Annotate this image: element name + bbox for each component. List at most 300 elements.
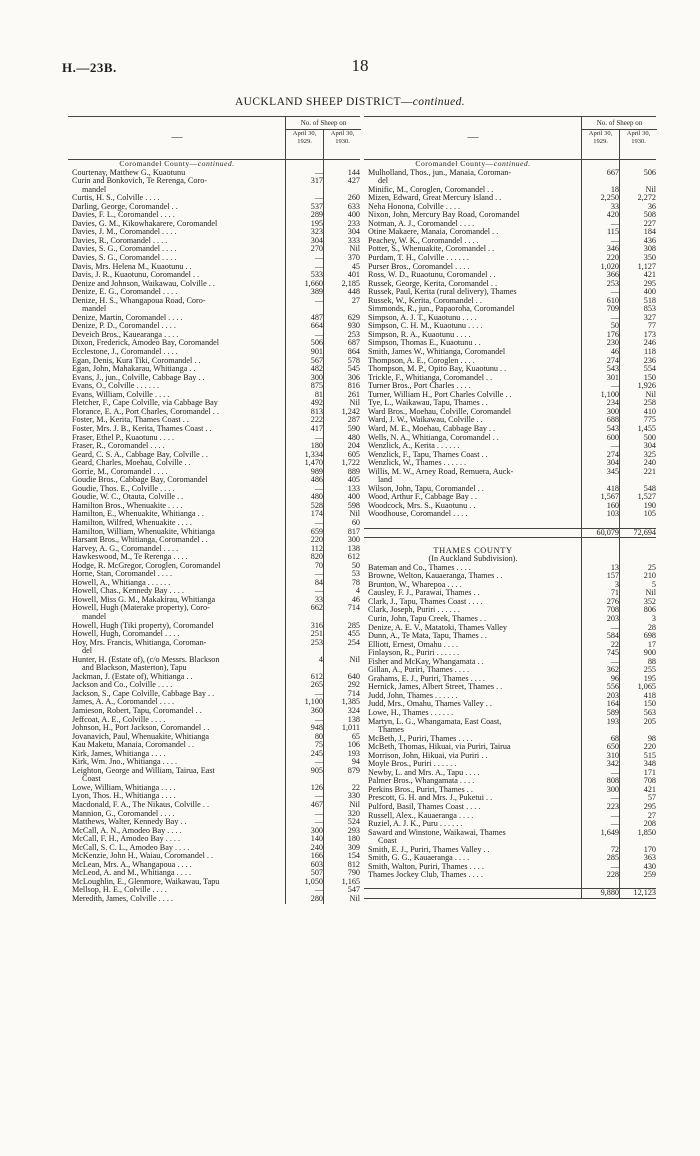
sheep-1930: 320 xyxy=(347,808,360,818)
sheep-1929: 75 xyxy=(314,740,323,750)
total-row xyxy=(364,528,656,539)
sheep-1930: 506 xyxy=(643,167,656,177)
sheep-1930: 518 xyxy=(643,295,656,305)
owner-name: Wells, N. A., Whitianga, Coromandel . . xyxy=(368,433,499,442)
sheep-1929: 166 xyxy=(310,851,323,861)
sheep-1929: — xyxy=(314,688,323,698)
sheep-1930: 295 xyxy=(643,802,656,812)
table-row xyxy=(68,767,360,776)
table-row xyxy=(68,177,360,186)
sheep-1929: 71 xyxy=(610,588,619,598)
sheep-1929: 708 xyxy=(606,605,619,615)
sheep-1929: 506 xyxy=(310,338,323,348)
owner-name: Trickle, F., Whitianga, Coromandel . . xyxy=(368,373,493,382)
sheep-count-header xyxy=(285,117,361,159)
owner-name: Woodhouse, Coromandel . . . . xyxy=(368,510,468,519)
sheep-1929: 1,649 xyxy=(600,827,619,837)
sheep-1930: 150 xyxy=(643,372,656,382)
sheep-1929: 482 xyxy=(310,364,323,374)
sheep-1930: 427 xyxy=(347,176,360,186)
owner-name: Denize, H. S., Whangapoua Road, Coro- xyxy=(72,296,206,305)
sheep-1930: Nil xyxy=(645,389,656,399)
sheep-1930: 545 xyxy=(347,364,360,374)
sheep-1929: 203 xyxy=(606,613,619,623)
sheep-1930: 900 xyxy=(643,648,656,658)
owner-name: Lowe, H., Thames . . . . . . xyxy=(368,709,454,717)
sheep-1929: 820 xyxy=(310,552,323,562)
table-row xyxy=(364,169,656,178)
owner-name: McCall, F. H., Amodeo Bay . . . . xyxy=(72,835,181,844)
sheep-1930: 405 xyxy=(347,475,360,485)
spacer-row xyxy=(364,538,656,547)
sheep-1929: 567 xyxy=(310,355,323,365)
owner-name: Florance, E. A., Port Charles, Coromandel . . xyxy=(72,407,219,416)
table-row xyxy=(68,604,360,613)
sheep-1930: 325 xyxy=(643,449,656,459)
sheep-1930: 57 xyxy=(647,793,656,803)
sheep-1929: 1,567 xyxy=(600,492,619,502)
sheep-1929: 664 xyxy=(310,321,323,331)
sheep-1930: 5 xyxy=(651,579,656,589)
sheep-1930: 548 xyxy=(643,483,656,493)
sheep-1929: 300 xyxy=(606,406,619,416)
sheep-1930: 640 xyxy=(347,671,360,681)
document-reference: H.—23B. xyxy=(62,60,117,75)
sheep-1929: 650 xyxy=(606,742,619,752)
owner-name: Nixon, John, Mercury Bay Road, Coromandel xyxy=(368,211,520,220)
sheep-1930: 500 xyxy=(643,432,656,442)
owner-name: Hamilton Bros., Whenuakite . . . . xyxy=(72,501,183,510)
sheep-1929: 251 xyxy=(310,629,323,639)
sheep-count-header xyxy=(581,117,657,159)
owner-name: Browne, Welton, Kauaeranga, Thames . . xyxy=(368,572,503,581)
owner-name: Courtenay, Matthew G., Kuaotunu xyxy=(72,168,186,177)
owner-name: Wilson, John, Tapu, Coromandel . . xyxy=(368,484,484,493)
owner-name: Howell, Hugh, Coromandel . . . . xyxy=(72,630,180,639)
sheep-1930: 300 xyxy=(347,535,360,545)
sheep-1930: 233 xyxy=(347,218,360,228)
sheep-1930: 698 xyxy=(643,631,656,641)
sheep-1929: 3 xyxy=(614,579,619,589)
left-table xyxy=(68,116,360,904)
title-continued: continued. xyxy=(412,96,466,108)
sheep-1930: 77 xyxy=(647,321,656,331)
sheep-1930: 133 xyxy=(347,483,360,493)
owner-name: Mizen, Edward, Great Mercury Island . . xyxy=(368,194,502,203)
owner-name: Causley, F. J., Parawai, Thames . . xyxy=(368,589,480,598)
sheep-1929: 589 xyxy=(606,708,619,717)
sheep-1929: 420 xyxy=(606,210,619,220)
sheep-1930: 400 xyxy=(347,492,360,502)
table-row xyxy=(364,572,656,581)
sheep-1930: 330 xyxy=(347,791,360,801)
owner-name: Ruziel, A. J. K., Puru . . . . . . xyxy=(368,820,463,829)
sheep-1930: 258 xyxy=(643,398,656,408)
sheep-1930: Nil xyxy=(349,894,360,904)
owner-name: Elliott, Ernest, Omahu . . . . xyxy=(368,640,459,649)
sheep-1929: 265 xyxy=(310,680,323,690)
owner-name: Smith, James W., Whitianga, Coromandel xyxy=(368,348,506,357)
sheep-1930: 118 xyxy=(644,347,656,357)
sheep-1929: 234 xyxy=(606,398,619,408)
owner-name: Grahams, E. J., Puriri, Thames . . . . xyxy=(368,674,485,683)
sheep-1930: 253 xyxy=(347,329,360,339)
sheep-1930: 259 xyxy=(643,870,656,880)
sheep-1929: 417 xyxy=(310,423,323,433)
sheep-1930: 1,065 xyxy=(637,682,656,692)
owner-name: McLoughlin, E., Glenmore, Waikawau, Tapu xyxy=(72,877,220,886)
spacer-row xyxy=(364,880,656,889)
sheep-1929: — xyxy=(314,295,323,305)
sheep-1930: 154 xyxy=(347,851,360,861)
sheep-1930: 333 xyxy=(347,235,360,245)
sheep-1929: 96 xyxy=(610,673,619,683)
sheep-1930: 324 xyxy=(347,706,360,715)
sheep-1929: 253 xyxy=(310,637,323,647)
sheep-1930: 889 xyxy=(347,466,360,476)
sheep-1929: 193 xyxy=(606,716,619,726)
owner-name: Gillan, A., Puriri, Thames . . . . xyxy=(368,666,470,675)
sheep-1929: 528 xyxy=(310,500,323,510)
column-1929-header: April 30, 1929. xyxy=(582,130,620,159)
sheep-1929: 240 xyxy=(310,842,323,852)
owner-name: Curtis, H. S., Colville . . . . xyxy=(72,194,160,203)
sheep-1929: 195 xyxy=(310,218,323,228)
owner-name: Denize, P. D., Coromandel . . . . xyxy=(72,322,176,331)
sheep-1929: — xyxy=(314,586,323,596)
owner-name: Wenzlick, W., Thames . . . . . . xyxy=(368,459,467,468)
sheep-1929: 543 xyxy=(606,364,619,374)
sheep-1929: 81 xyxy=(314,389,323,399)
sheep-1929: 50 xyxy=(610,321,619,331)
sheep-1929: 274 xyxy=(606,449,619,459)
owner-name: Ward, M. E., Moehau, Cabbage Bay . . xyxy=(368,424,496,433)
sheep-1929: 9,880 xyxy=(600,888,619,898)
sheep-1930 xyxy=(620,547,656,556)
sheep-1930: 138 xyxy=(347,714,360,724)
sheep-1929: 709 xyxy=(606,304,619,314)
page-header xyxy=(62,56,658,84)
sheep-1929: 22 xyxy=(610,639,619,649)
sheep-1930: 25 xyxy=(647,562,656,572)
owner-name: Coast xyxy=(378,837,397,846)
sheep-1930: 293 xyxy=(347,825,360,835)
owner-name: McCall, S. C. L., Amodeo Bay . . . . xyxy=(72,843,190,852)
sheep-1929: — xyxy=(314,808,323,818)
owner-name: Dunn, A., Te Mata, Tapu, Thames . . xyxy=(368,632,487,641)
sheep-1929: 813 xyxy=(310,406,323,416)
sheep-1930: 144 xyxy=(347,167,360,177)
sheep-1930: 864 xyxy=(347,347,360,357)
sheep-1930: 195 xyxy=(643,673,656,683)
owner-name: McLean, Mrs. A., Whangapoua . . . . xyxy=(72,860,192,869)
sheep-1930: 508 xyxy=(643,210,656,220)
sheep-1929: 1,660 xyxy=(304,278,323,288)
sheep-1929: 610 xyxy=(606,295,619,305)
owner-name: and Blackson, Masterton), Tapu xyxy=(82,664,187,673)
sheep-1929: 80 xyxy=(314,731,323,741)
sheep-1929: 345 xyxy=(606,466,619,476)
sheep-1929: 245 xyxy=(310,748,323,758)
right-table-body xyxy=(364,160,656,899)
sheep-1930: Nil xyxy=(645,184,656,194)
sheep-1929: 317 xyxy=(310,176,323,186)
name-column-header: — xyxy=(467,131,479,143)
owner-name: Fletcher, F., Cape Colville, via Cabbage Bay xyxy=(72,399,218,408)
sheep-1930: 236 xyxy=(643,355,656,365)
sheep-1929: 808 xyxy=(606,776,619,786)
owner-name: Macdonald, F. A., The Nikaus, Colville . . xyxy=(72,801,210,810)
sheep-1929: 905 xyxy=(310,765,323,775)
sheep-1930: 524 xyxy=(347,817,360,827)
sheep-1929: 84 xyxy=(314,577,323,587)
sheep-1930: 184 xyxy=(643,227,656,237)
sheep-1930: 708 xyxy=(643,776,656,786)
sheep-1930: 418 xyxy=(643,690,656,700)
sheep-1929: 418 xyxy=(606,483,619,493)
owner-name: Jackson and Co., Colville . . . . xyxy=(72,681,173,690)
owner-name: Simpson, C. H. M., Kuaotunu . . . . xyxy=(368,322,483,331)
owner-name: Fisher and McKay, Whangamata . . xyxy=(368,657,484,666)
sheep-1929: — xyxy=(610,793,619,803)
sheep-1929: 612 xyxy=(310,671,323,681)
owner-name: Smith, G. G., Kauaeranga . . . . xyxy=(368,854,470,863)
owner-name: Jamieson, Robert, Tapu, Coromandel . . xyxy=(72,707,202,715)
sheep-1929: 72 xyxy=(610,844,619,854)
section-heading xyxy=(364,547,656,556)
sheep-1929: 1,100 xyxy=(600,389,619,399)
table-row xyxy=(364,468,656,477)
owner-name: mandel xyxy=(82,185,107,194)
sheep-1930: 210 xyxy=(643,571,656,581)
sheep-1930: 190 xyxy=(643,500,656,510)
owner-name: McBeth, Thomas, Hikuai, via Puriri, Tairua xyxy=(368,743,511,752)
owner-name: THAMES COUNTY xyxy=(433,546,513,555)
owner-name: Harvey, A. G., Coromandel . . . . xyxy=(72,544,179,553)
owner-name: del xyxy=(82,647,93,656)
owner-name: Hodge, R. McGregor, Coroglen, Coromandel xyxy=(72,561,221,570)
sheep-1930: 240 xyxy=(643,458,656,468)
sheep-1929: 300 xyxy=(606,784,619,794)
sheep-1929: 285 xyxy=(606,853,619,863)
table-row xyxy=(68,639,360,648)
owner-name: Dixon, Frederick, Amodeo Bay, Coromandel xyxy=(72,339,220,348)
owner-name: Meredith, James, Colville . . . . xyxy=(72,895,173,904)
sheep-1929: 4 xyxy=(318,654,323,664)
owner-name: Goudie Bros., Cabbage Bay, Coromandel xyxy=(72,476,208,485)
sheep-1930: 590 xyxy=(347,423,360,433)
owner-name: Howell, Hugh (Tiki property), Coromandel xyxy=(72,621,214,630)
sheep-1929: 316 xyxy=(310,620,323,630)
owner-name: Purdam, T. H., Colville . . . . . . xyxy=(368,254,469,263)
sheep-1929: 174 xyxy=(310,509,323,519)
owner-name: Coromandel County—continued. xyxy=(415,160,531,168)
sheep-1929: — xyxy=(314,432,323,442)
sheep-1930: 436 xyxy=(643,235,656,245)
sheep-1929: 342 xyxy=(606,759,619,769)
owner-name: Davies, R., Coromandel . . . . xyxy=(72,236,168,245)
owner-name: Jackson, S., Cape Colville, Cabbage Bay . . xyxy=(72,689,215,698)
sheep-1929: — xyxy=(610,861,619,871)
sheep-1929: 1,020 xyxy=(600,261,619,271)
sheep-1930: 879 xyxy=(347,765,360,775)
owner-name: Mannion, G., Coromandel . . . . xyxy=(72,809,175,818)
sheep-1930: 812 xyxy=(347,859,360,869)
sheep-1930: Nil xyxy=(349,800,360,810)
owner-name: Tye, L., Waikawau, Tapu, Thames . . xyxy=(368,399,488,408)
sheep-1930: 72,694 xyxy=(633,527,656,537)
sheep-1929: — xyxy=(610,819,619,829)
owner-name: Ecclestone, J., Coromandel . . . . xyxy=(72,348,178,357)
sheep-1929: 223 xyxy=(606,802,619,812)
sheep-1929: 157 xyxy=(606,571,619,581)
sheep-1929: — xyxy=(610,287,619,297)
owner-name: Pulford, Basil, Thames Coast . . . . xyxy=(368,803,481,812)
sheep-1930: 36 xyxy=(647,201,656,211)
sheep-1930: 254 xyxy=(347,637,360,647)
sheep-1930: 46 xyxy=(351,594,360,604)
owner-name: Kirk, Wm. Jno., Whitianga . . . . xyxy=(72,758,177,767)
owner-name: Davies, S. G., Coromandel . . . . xyxy=(72,245,177,254)
sheep-1929: — xyxy=(314,167,323,177)
sheep-1930: 480 xyxy=(347,432,360,442)
sheep-count-title: No. of Sheep on xyxy=(582,117,657,130)
sheep-1929: — xyxy=(610,767,619,777)
owner-name: Jackman, J. (Estate of), Whitianga . . xyxy=(72,672,193,681)
sheep-1930: 221 xyxy=(643,466,656,476)
sheep-1930: 1,127 xyxy=(637,261,656,271)
sheep-1929: — xyxy=(610,441,619,451)
sheep-1930: 12,123 xyxy=(633,888,656,898)
sheep-1930: 27 xyxy=(647,810,656,820)
owner-name: Simpson, A. J. T., Kuaotunu . . . . xyxy=(368,313,477,322)
sheep-1930: 17 xyxy=(647,639,656,649)
sheep-1929: 276 xyxy=(606,596,619,606)
column-1930-header: April 30, 1930. xyxy=(626,130,651,145)
sheep-1929: 556 xyxy=(606,682,619,692)
sheep-1930: 3 xyxy=(651,613,656,623)
sheep-1930: 348 xyxy=(643,759,656,769)
sheep-1930: 304 xyxy=(643,441,656,451)
sheep-1930: 775 xyxy=(643,415,656,425)
sheep-1930: 547 xyxy=(347,885,360,895)
sheep-1930: 612 xyxy=(347,552,360,562)
owner-name: Hunter, H. (Estate of), (c/o Messrs. Blackson xyxy=(72,655,220,664)
sheep-1929: 60,079 xyxy=(596,527,619,537)
owner-name: Hernick, James, Albert Street, Thames . . xyxy=(368,683,503,692)
owner-name: Otine Makaere, Manaia, Coromandel . . xyxy=(368,228,499,237)
sheep-1929: 13 xyxy=(610,562,619,572)
sheep-1929: 112 xyxy=(311,543,323,553)
sheep-1929: 1,050 xyxy=(304,876,323,886)
owner-name: Judd, John, Thames . . . . . . xyxy=(368,691,458,700)
sheep-1929: 486 xyxy=(310,475,323,485)
sheep-1929: 126 xyxy=(310,782,323,792)
sheep-1929: 662 xyxy=(310,603,323,613)
sheep-1930: 687 xyxy=(347,338,360,348)
owner-name: Davies, G. M., Kikowhakarere, Coromandel xyxy=(72,219,218,228)
owner-name: McCall, A. N., Amodeo Bay . . . . xyxy=(72,826,182,835)
sheep-1930: 246 xyxy=(643,338,656,348)
owner-name: Wenzlick, A., Kerita . . . . . . xyxy=(368,442,460,451)
owner-name: Gorrie, M., Coromandel . . . . xyxy=(72,467,168,476)
column-1929-header: April 30, 1929. xyxy=(286,130,324,159)
owner-name: Ward Bros., Moehau, Colville, Coromandel xyxy=(368,407,512,416)
owner-name: Bateman and Co., Thames . . . . xyxy=(368,563,471,572)
owner-name: Egan, John, Mahakarau, Whitianga . . xyxy=(72,365,196,374)
sheep-1929: 584 xyxy=(606,631,619,641)
sheep-1929: 164 xyxy=(606,699,619,709)
owner-name: Davies, J. M., Coromandel . . . . xyxy=(72,228,177,237)
sheep-1929: — xyxy=(314,253,323,263)
owner-name: Horne, Stan, Coromandel . . . . xyxy=(72,570,173,579)
sheep-1930: 53 xyxy=(351,569,360,579)
owner-name: mandel xyxy=(82,612,107,621)
owner-name: Woodcock, Mrs. S., Kuaotunu . . xyxy=(368,501,476,510)
owner-name: (In Auckland Subdivision). xyxy=(428,555,518,564)
owner-name: Turner Bros., Port Charles . . . . xyxy=(368,382,471,391)
owner-name: Hamilton, E., Whenuakite, Whitianga . . xyxy=(72,510,204,519)
sheep-1929: — xyxy=(314,483,323,493)
sheep-1930: 88 xyxy=(647,656,656,666)
sheep-1930: 173 xyxy=(643,329,656,339)
sheep-1929: 103 xyxy=(606,509,619,519)
owner-name: Perkins Bros., Puriri, Thames . . xyxy=(368,785,473,794)
owner-name: Curin and Bonkovich, Te Rerenga, Coro- xyxy=(72,177,208,186)
sheep-1930: 1,011 xyxy=(341,723,360,733)
owner-name: Lyon, Thos. H., Whitianga . . . . xyxy=(72,792,176,801)
sheep-1930: 285 xyxy=(347,620,360,630)
sheep-1929: — xyxy=(610,656,619,666)
sheep-1930: 65 xyxy=(351,731,360,741)
owner-name: Curin, John, Tapu Creek, Thames . . xyxy=(368,614,487,623)
sheep-1930: Nil xyxy=(349,244,360,254)
owner-name: Russell, Alex., Kauaeranga . . . . xyxy=(368,811,474,820)
owner-name: Smith, Walton, Puriri, Thames . . . . xyxy=(368,862,484,871)
sheep-1930: 150 xyxy=(643,699,656,709)
page-number: 18 xyxy=(351,56,369,75)
owner-name: Hamilton, Wilfred, Whenuakite . . . . xyxy=(72,518,192,527)
sheep-1930: 170 xyxy=(643,844,656,854)
owner-name: del xyxy=(378,177,389,186)
sheep-1929 xyxy=(582,547,620,556)
owner-name: Davies, F. L., Coromandel . . . . xyxy=(72,211,175,220)
sheep-1930: 578 xyxy=(347,355,360,365)
sheep-1929: 667 xyxy=(606,167,619,177)
sheep-1930: 106 xyxy=(347,740,360,750)
sheep-1929: 533 xyxy=(310,270,323,280)
sheep-1930: 1,455 xyxy=(637,423,656,433)
owner-name: Mellsop, H. E., Colville . . . . xyxy=(72,886,167,895)
sheep-1930: 350 xyxy=(643,253,656,263)
owner-name: Wood, Arthur F., Cabbage Bay . . xyxy=(368,493,477,502)
sheep-1929: 467 xyxy=(310,800,323,810)
sheep-1929: 70 xyxy=(314,560,323,570)
owner-name: Simmonds, R., jun., Papaoroha, Coromandel xyxy=(368,305,515,314)
sheep-1929: — xyxy=(314,791,323,801)
owner-name: Smith, E. J., Puriri, Thames Valley . . xyxy=(368,845,490,854)
sheep-1930: 306 xyxy=(347,372,360,382)
owner-name: Notman, A. J., Coromandel . . . . xyxy=(368,219,475,228)
sheep-1929: — xyxy=(314,193,323,203)
owner-name: Turner, William H., Port Charles Colville . . xyxy=(368,390,512,399)
sheep-1929: 901 xyxy=(310,347,323,357)
sheep-1930: 370 xyxy=(347,253,360,263)
owner-name: Foster, Mrs. J. B., Kerita, Thames Coast . . xyxy=(72,424,212,433)
sheep-1929: 480 xyxy=(310,492,323,502)
sheep-1929: 180 xyxy=(310,441,323,451)
table-row xyxy=(364,871,656,880)
